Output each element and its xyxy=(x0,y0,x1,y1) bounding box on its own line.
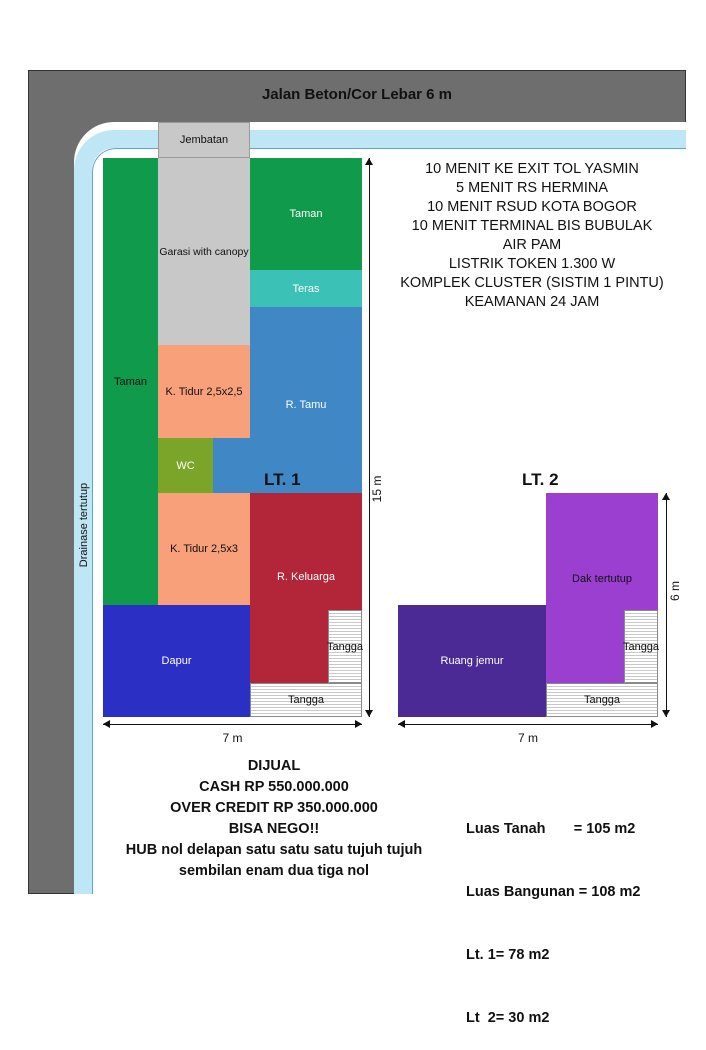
features-list xyxy=(378,160,686,312)
sale-contact-2: sembilan enam dua tiga nol xyxy=(178,863,370,879)
room-ruang-tamu: R. Tamu xyxy=(285,399,327,411)
drainage-label: Drainase tertutup xyxy=(78,482,90,568)
dim-lt2-height-label: 6 m xyxy=(668,581,682,602)
floor1-title: LT. 1 xyxy=(264,470,301,489)
dim-line-lt2-width xyxy=(398,724,658,725)
room-kamar-1: K. Tidur 2,5x2,5 xyxy=(158,345,250,438)
dim-arrow-lt2-left xyxy=(398,720,405,728)
room-taman-top: Taman xyxy=(250,158,362,270)
dim-arrow-lt1-top xyxy=(365,158,373,165)
spec-lt1: Lt. 1= 78 m2 xyxy=(466,947,550,963)
dim-lt2-width-label: 7 m xyxy=(517,731,538,745)
floor2-title: LT. 2 xyxy=(522,470,559,489)
specs-block xyxy=(466,777,681,1050)
dim-arrow-lt1-right xyxy=(355,720,362,728)
dim-line-lt1-width xyxy=(103,724,362,725)
sale-cash: CASH RP 550.000.000 xyxy=(199,779,349,795)
room-taman-left: Taman xyxy=(103,158,158,605)
spec-luas-bangunan: Luas Bangunan = 108 m2 xyxy=(466,884,641,900)
room-garasi: Garasi with canopy xyxy=(158,158,250,345)
dim-arrow-lt2-right xyxy=(651,720,658,728)
dim-line-lt2-height xyxy=(666,493,667,717)
dim-lt1-height-label: 15 m xyxy=(370,475,384,503)
dim-lt1-width-label: 7 m xyxy=(222,731,243,745)
spec-lt2: Lt 2= 30 m2 xyxy=(466,1010,550,1026)
sale-heading: DIJUAL xyxy=(247,758,301,774)
dim-arrow-lt1-bottom xyxy=(365,710,373,717)
stairs-vertical-lt1: Tangga xyxy=(328,610,362,683)
room-kamar-2: K. Tidur 2,5x3 xyxy=(158,493,250,605)
dim-line-lt1-height xyxy=(369,158,370,717)
feature-item: 5 MENIT RS HERMINA xyxy=(455,180,608,196)
room-teras: Teras xyxy=(250,270,362,307)
room-wc: WC xyxy=(158,438,213,493)
dim-arrow-lt2-top xyxy=(662,493,670,500)
feature-item: KOMPLEK CLUSTER (SISTIM 1 PINTU) xyxy=(400,275,664,291)
room-tamu-extension xyxy=(213,438,250,493)
feature-item: KEAMANAN 24 JAM xyxy=(464,294,600,310)
room-dapur: Dapur xyxy=(103,605,250,717)
sale-contact-1: HUB nol delapan satu satu satu tujuh tujuh xyxy=(125,842,423,858)
room-jembatan: Jembatan xyxy=(158,122,250,158)
dim-arrow-lt2-bottom xyxy=(662,710,670,717)
sale-block xyxy=(96,756,452,882)
room-dak-tertutup: Dak tertutup xyxy=(546,493,658,683)
sale-credit: OVER CREDIT RP 350.000.000 xyxy=(170,800,378,816)
feature-item: 10 MENIT RSUD KOTA BOGOR xyxy=(427,199,637,215)
room-keluarga: R. Keluarga xyxy=(250,493,362,683)
feature-item: LISTRIK TOKEN 1.300 W xyxy=(448,256,616,272)
feature-item: 10 MENIT KE EXIT TOL YASMIN xyxy=(425,161,639,177)
feature-item: 10 MENIT TERMINAL BIS BUBULAK xyxy=(411,218,653,234)
spec-luas-tanah: Luas Tanah = 105 m2 xyxy=(466,821,636,837)
stairs-horizontal-lt2: Tangga xyxy=(546,683,658,717)
stairs-vertical-lt2: Tangga xyxy=(624,610,658,683)
dim-arrow-lt1-left xyxy=(103,720,110,728)
road-label: Jalan Beton/Cor Lebar 6 m xyxy=(261,86,453,103)
sale-nego: BISA NEGO!! xyxy=(228,821,320,837)
feature-item: AIR PAM xyxy=(502,237,562,253)
room-ruang-jemur: Ruang jemur xyxy=(398,605,546,717)
stairs-horizontal-lt1: Tangga xyxy=(250,683,362,717)
